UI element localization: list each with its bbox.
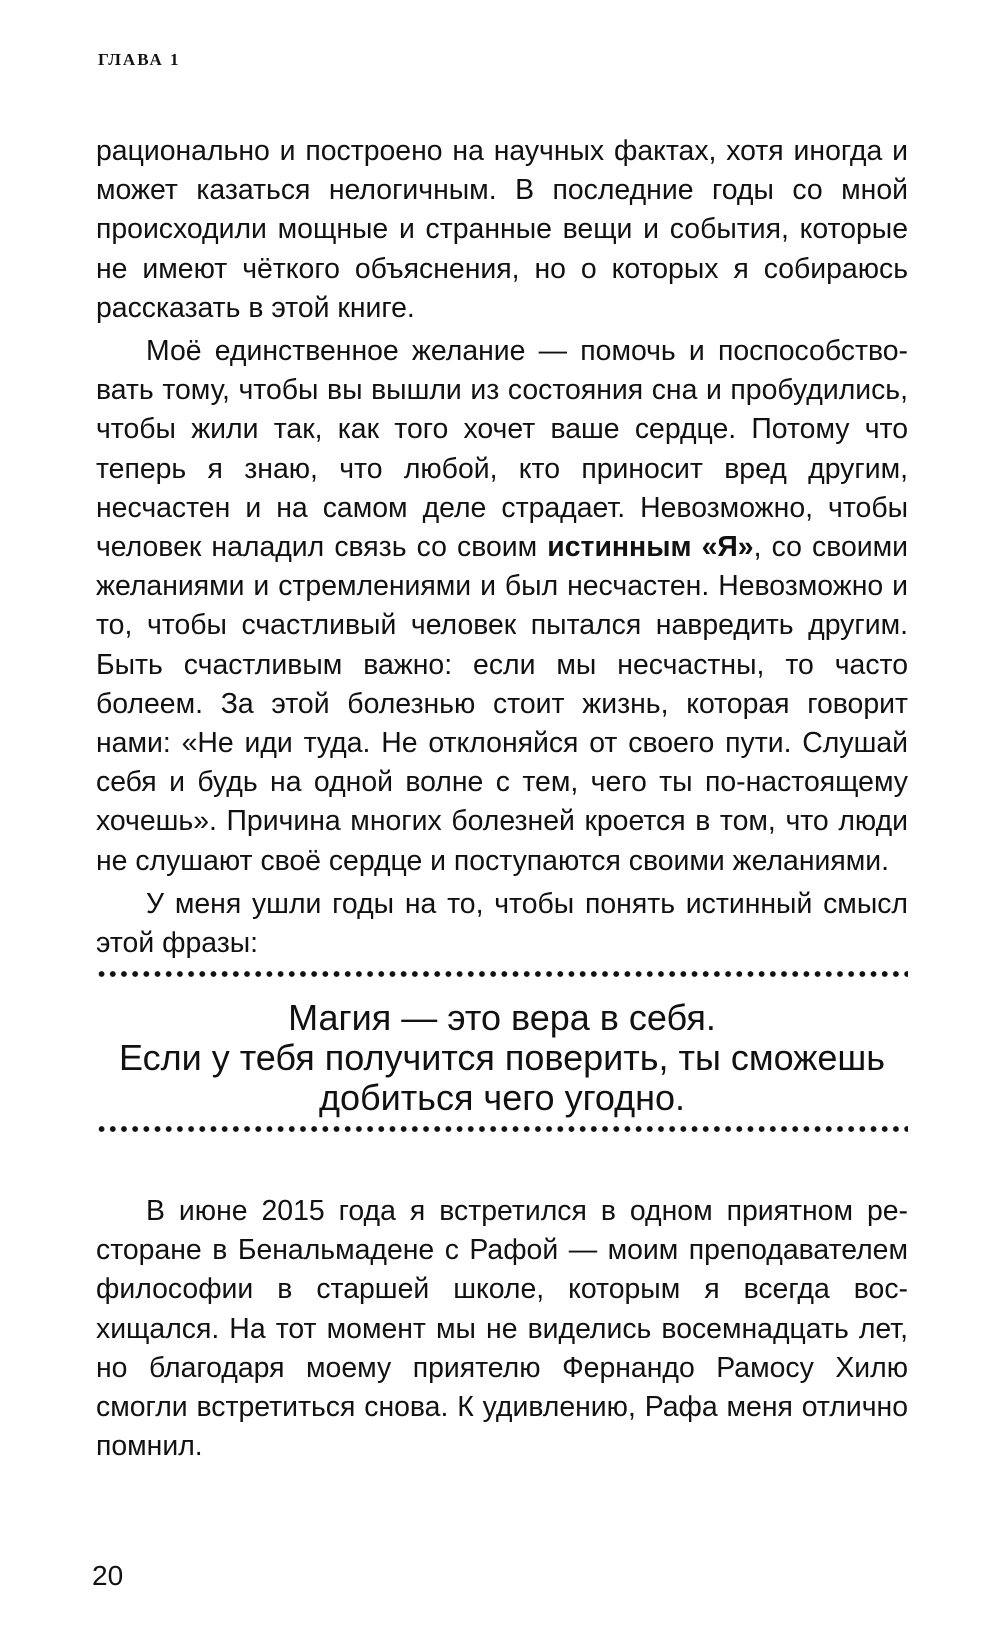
quote-line-2: Если у тебя получится поверить, ты сможешь <box>118 1037 886 1078</box>
page-number: 20 <box>92 1560 124 1591</box>
paragraph-1: рационально и построено на научных фактах, хотя иногда и может казаться нелогичным. В последние годы со мной происходили мощные и странные вещи и события, которые не имеют чёткого объяснения, но о которых я собираюсь рассказать в этой книге. <box>96 135 908 324</box>
paragraph-2-part-2: , со своими желаниями и стремлениями и был несчастен. Невозможно и то, чтобы счастливый человек пытался навредить другим. Быть счастливым важно: если мы несчастны, то часто болеем. За этой болезнью стоит жизнь, которая говорит нами: «Не иди туда. Не отклоняйся от своего пути. Слушай себя и будь на одной волне с тем, чего ты по-настоящему хочешь». Причина многих болезней кроется в том, что люди не слушают своё сердце и поступаются своими желаниями. <box>96 531 908 877</box>
quote-line-1: Магия — это вера в себя. <box>288 997 716 1038</box>
text-after-quote <box>96 1192 908 1466</box>
main-text <box>96 132 908 963</box>
dotted-divider-bottom <box>96 1124 908 1134</box>
dotted-divider-top <box>96 969 908 979</box>
quote-line-3: добиться чего угодно. <box>318 1077 686 1118</box>
paragraph-4: В июне 2015 года я встретился в одном приятном ресторане в Бенальмадене с Рафой — моим преподавателем философии в старшей школе, которым я всегда восхищался. На тот момент мы не виделись восемнадцать лет, но благодаря моему приятелю Фернандо Рамосу Хилю смогли встретиться снова. К удивлению, Рафа меня отлично помнил. <box>96 1195 908 1463</box>
quote-block <box>96 998 908 1118</box>
emphasis-true-self: истинным «Я» <box>547 531 754 564</box>
paragraph-2 <box>96 332 908 881</box>
paragraph-2-part-1: Моё единственное желание — помочь и поспособствовать тому, чтобы вы вышли из состояния сна и пробудились, чтобы жили так, как того хочет ваше сердце. Потому что теперь я знаю, что любой, кто приносит вред другим, несчастен и на самом деле страдает. Невозможно, чтобы человек наладил связь со своим <box>96 335 908 564</box>
paragraph-3: У меня ушли годы на то, чтобы понять истинный смысл этой фразы: <box>96 887 908 960</box>
chapter-header: ГЛАВА 1 <box>98 50 181 69</box>
